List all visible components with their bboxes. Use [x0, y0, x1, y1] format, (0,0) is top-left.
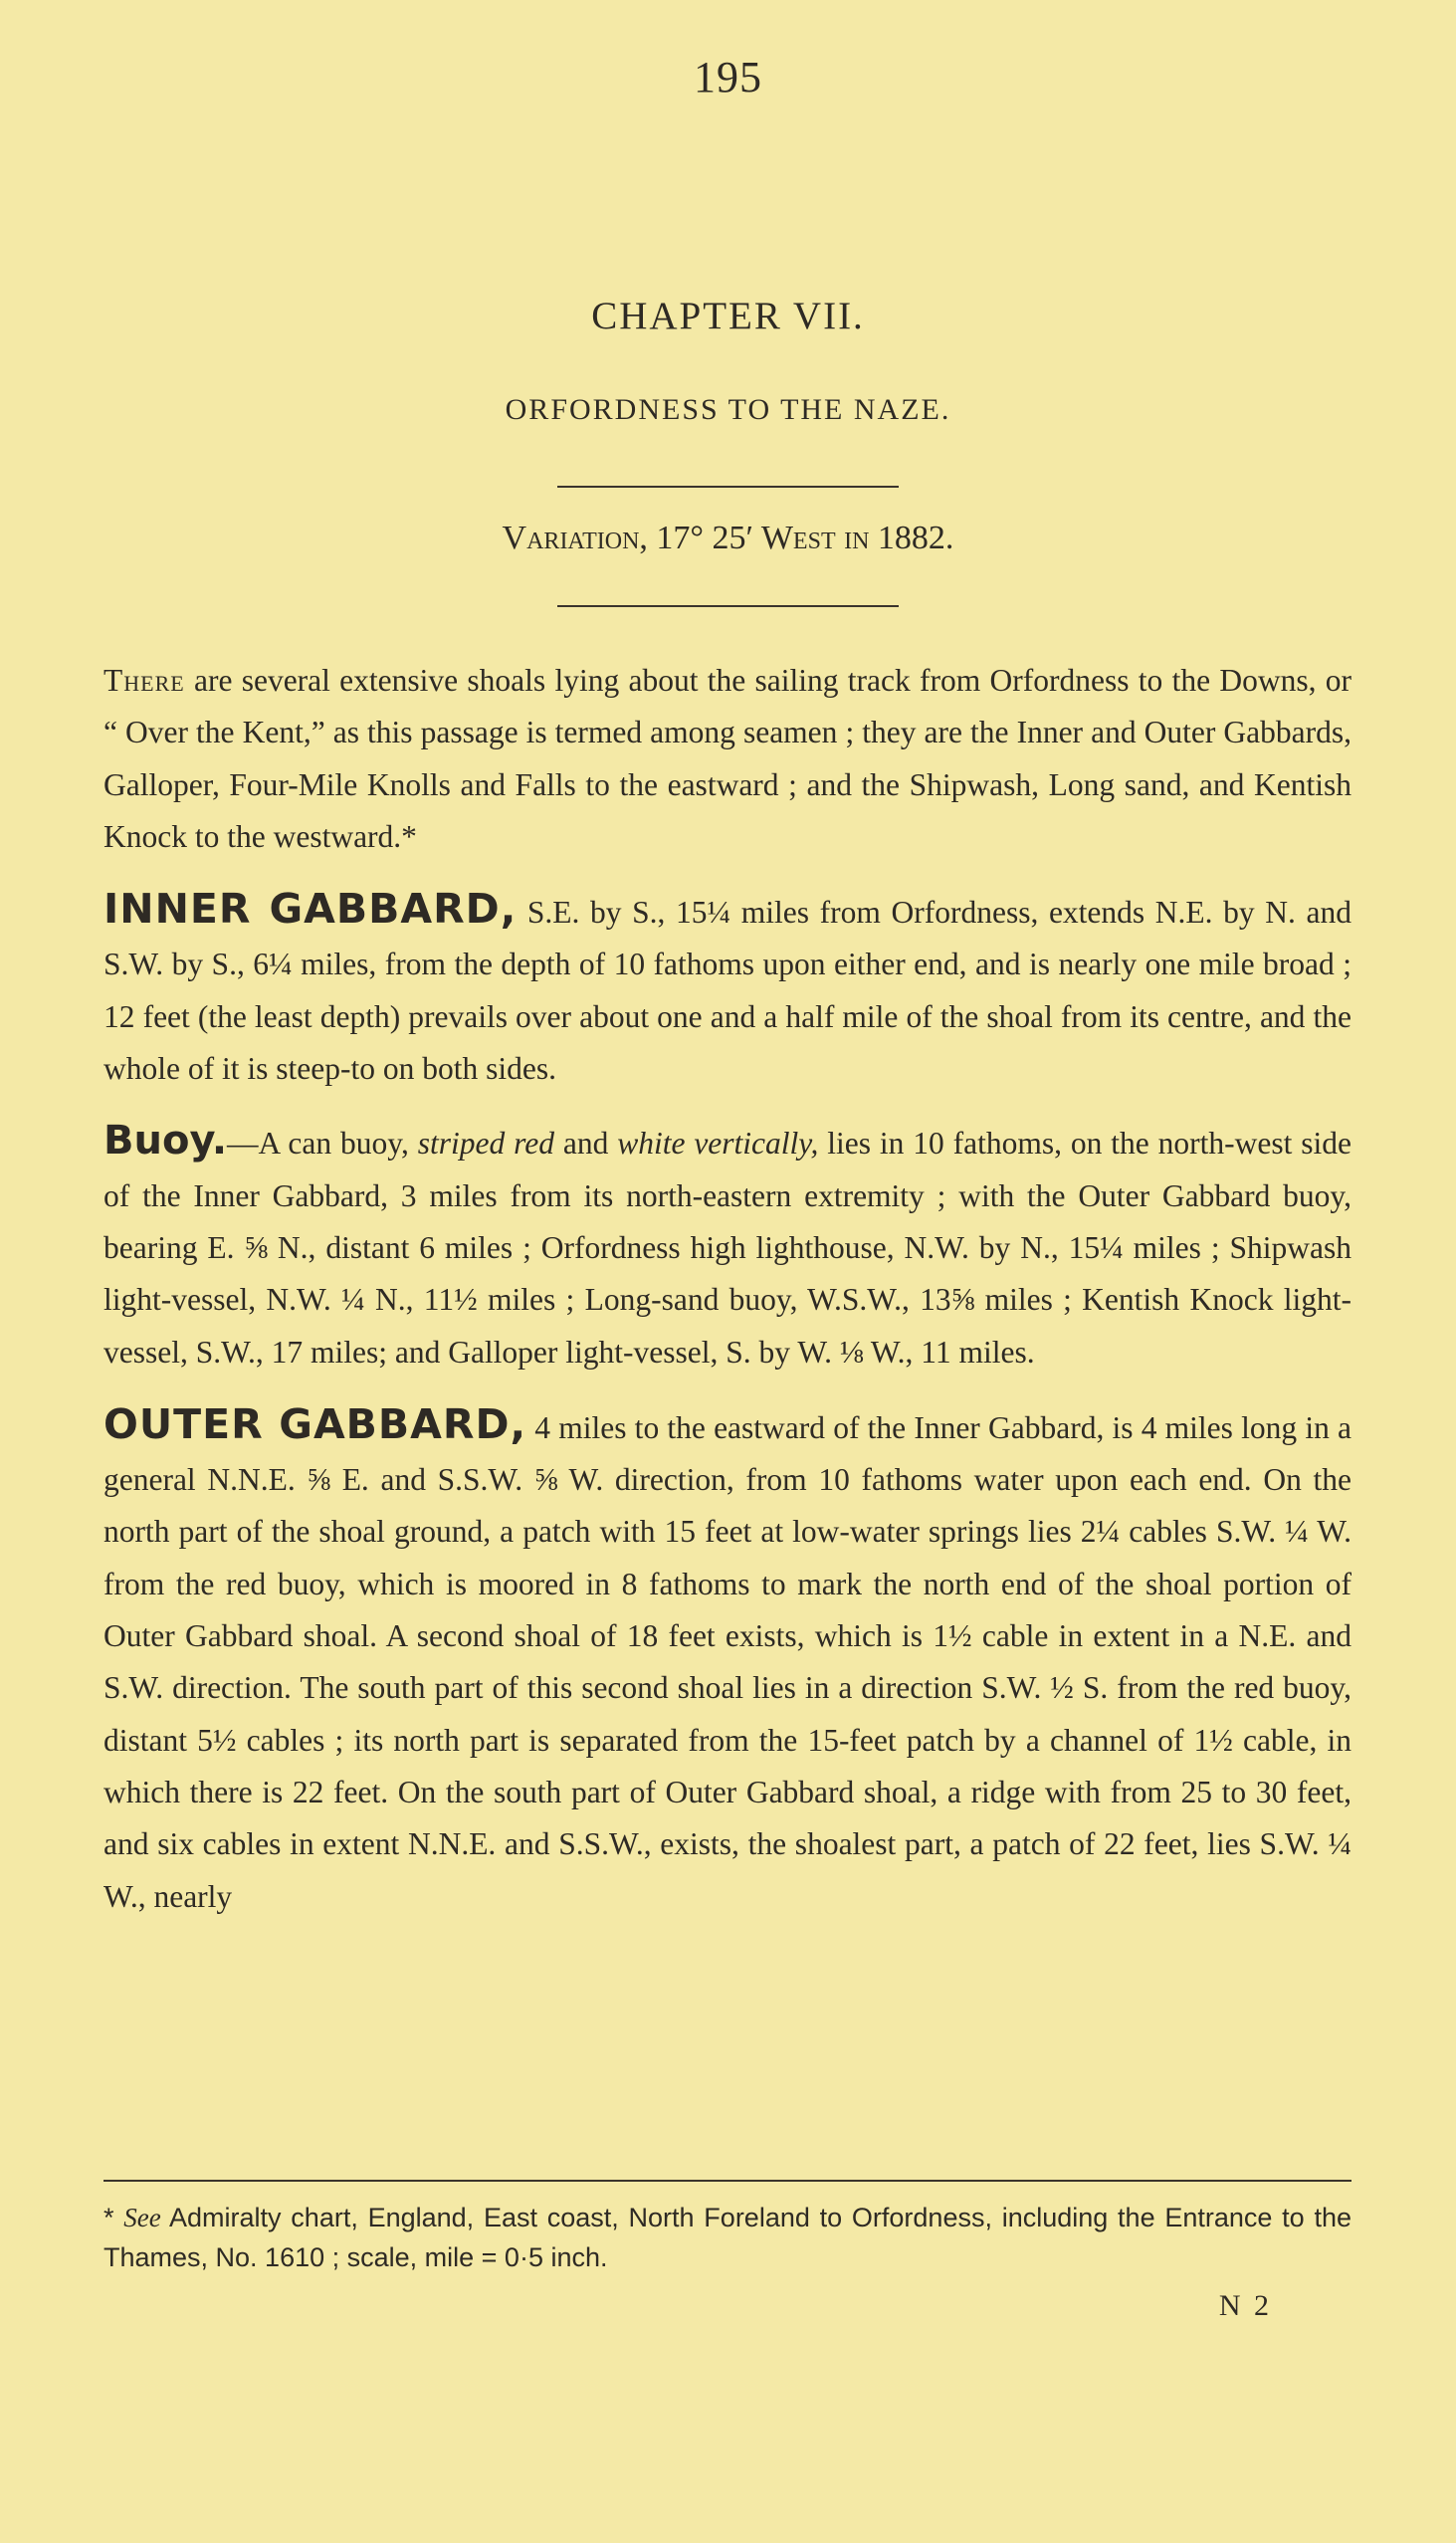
intro-text: are several extensive shoals lying about the sailing track from Orfordness to the Downs, or “ Over the Kent,” as this passage is termed among seamen ; they are the Inner and Outer Gabbards, Galloper, Four-Mile Knolls and Falls to the eastward ; and the Shipwash, Long sand, and Kentish Knock to the westward.* [104, 663, 1352, 854]
buoy-text-a: —A can buoy, [227, 1126, 418, 1162]
buoy-italic-a: striped red [417, 1126, 554, 1162]
buoy-text-b: and [553, 1126, 618, 1162]
footnote-text: Admiralty chart, England, East coast, North Foreland to Orfordness, including the Entrance to the Thames, No. 1610 ; scale, mile = 0·5 inch. [104, 2203, 1352, 2272]
chapter-title: CHAPTER VII. [591, 295, 865, 337]
footnote-rule [104, 2180, 1352, 2182]
intro-lead: There [104, 663, 185, 698]
body-text [104, 655, 1352, 1923]
footnote-see: See [123, 2203, 161, 2232]
intro-paragraph [104, 655, 1352, 863]
title-rule-bottom [557, 605, 899, 607]
variation-note: Variation, 17° 25′ West in 1882. [502, 520, 954, 556]
inner-gabbard-paragraph [104, 883, 1352, 1095]
outer-gabbard-heading: OUTER GABBARD, [104, 1399, 527, 1448]
outer-gabbard-paragraph [104, 1398, 1352, 1923]
signature-mark: N 2 [1218, 2289, 1272, 2322]
buoy-heading: Buoy. [104, 1118, 228, 1165]
title-rule-top [557, 486, 899, 488]
outer-gabbard-text: 4 miles to the eastward of the Inner Gabbard, is 4 miles long in a general N.N.E. ⅝ E. and S.S.W. ⅝ W. direction, from 10 fathoms water upon each end. On the north part of the shoal ground, a patch with 15 feet at low-water springs lies 2¼ cables S.W. ¼ W. from the red buoy, which is moored in 8 fathoms to mark the north end of the shoal portion of Outer Gabbard shoal. A second shoal of 18 feet exists, which is 1½ cable in extent in a N.E. and S.W. direction. The south part of this second shoal lies in a direction S.W. ½ S. from the red buoy, distant 5½ cables ; its north part is separated from the 15-feet patch by a channel of 1½ cable, in which there is 22 feet. On the south part of Outer Gabbard shoal, a ridge with from 25 to 30 feet, and six cables in extent N.N.E. and S.S.W., exists, the shoalest part, a patch of 22 feet, lies S.W. ¼ W., nearly [104, 1409, 1352, 1914]
buoy-italic-b: white vertically, [617, 1126, 819, 1162]
inner-gabbard-text: S.E. by S., 15¼ miles from Orfordness, extends N.E. by N. and S.W. by S., 6¼ miles, from the depth of 10 fathoms upon either end, and is nearly one mile broad ; 12 feet (the least depth) prevails over about one and a half mile of the shoal from its centre, and the whole of it is steep-to on both sides. [104, 895, 1352, 1087]
page-number: 195 [694, 53, 762, 102]
footnote [104, 2198, 1352, 2277]
buoy-text-c: lies in 10 fathoms, on the north-west side of the Inner Gabbard, 3 miles from its north-eastern extremity ; with the Outer Gabbard buoy, bearing E. ⅝ N., distant 6 miles ; Orfordness high lighthouse, N.W. by N., 15¼ miles ; Shipwash light-vessel, N.W. ¼ N., 11½ miles ; Long-sand buoy, W.S.W., 13⅝ miles ; Kentish Knock light-vessel, S.W., 17 miles; and Galloper light-vessel, S. by W. ⅛ W., 11 miles. [104, 1126, 1352, 1370]
inner-gabbard-heading: INNER GABBARD, [104, 885, 518, 934]
buoy-paragraph [104, 1115, 1352, 1377]
chapter-subtitle: ORFORDNESS TO THE NAZE. [505, 393, 951, 426]
footnote-mark: * [104, 2203, 124, 2232]
